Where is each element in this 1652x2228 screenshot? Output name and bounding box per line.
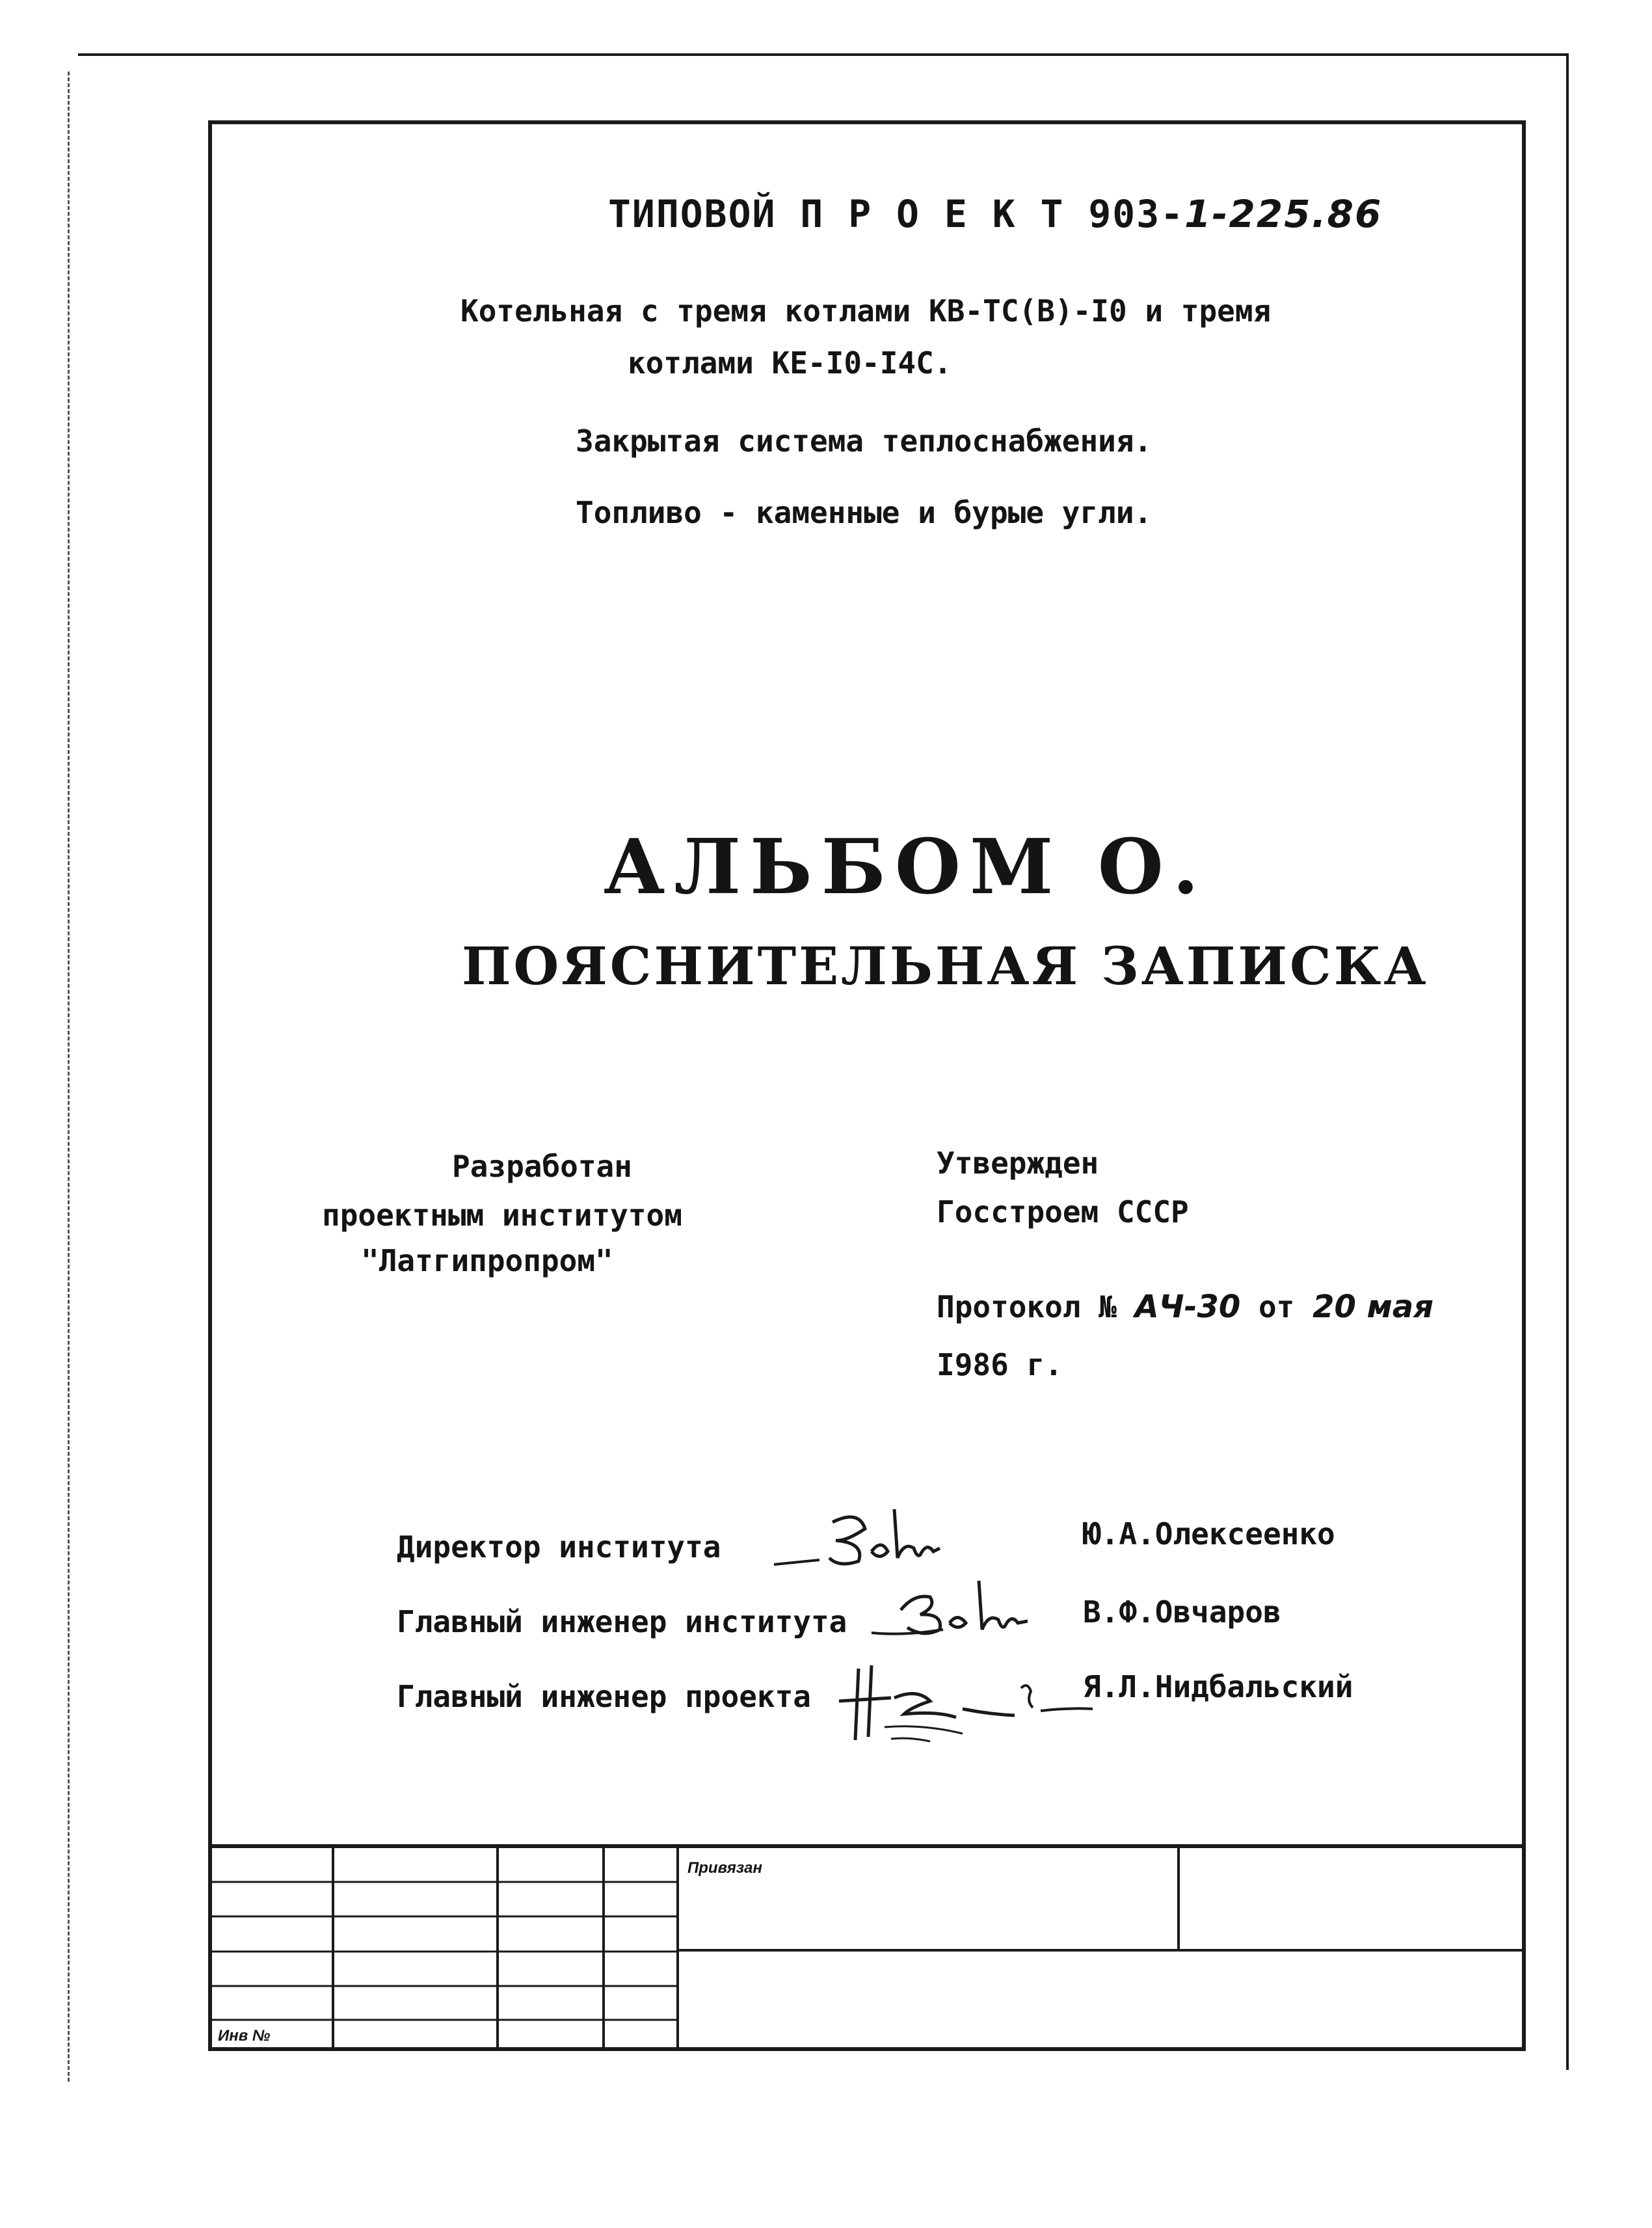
outer-top-border	[78, 53, 1567, 56]
signature-name-chief-engineer-institute: В.Ф.Овчаров	[1083, 1594, 1281, 1630]
protocol-number: АЧ-30	[1134, 1289, 1241, 1325]
developer-line-3: "Латгипропром"	[361, 1243, 613, 1278]
approval-year: I986 г.	[937, 1347, 1063, 1382]
description-line-3: Закрытая система теплоснабжения.	[576, 423, 1152, 459]
handwritten-signature-chief-engineer-institute	[865, 1574, 1060, 1646]
album-subtitle: ПОЯСНИТЕЛЬНАЯ ЗАПИСКА	[462, 935, 1429, 997]
description-line-4: Топливо - каменные и бурые угли.	[576, 495, 1152, 530]
developer-line-1: Разработан	[452, 1149, 632, 1184]
outer-right-border	[1566, 53, 1569, 2070]
protocol-line	[937, 1289, 1434, 1325]
approval-line-1: Утвержден	[937, 1146, 1099, 1181]
signature-name-director: Ю.А.Олексеенко	[1083, 1516, 1335, 1551]
series-number: 903-	[1088, 192, 1185, 236]
signature-name-chief-engineer-project: Я.Л.Нидбальский	[1083, 1669, 1353, 1704]
protocol-mid: от	[1240, 1289, 1313, 1324]
signature-role-chief-engineer-project: Главный инженер проекта	[397, 1679, 811, 1714]
developer-line-2: проектным институтом	[322, 1198, 682, 1233]
bound-label: Привязан	[687, 1859, 762, 1877]
approval-line-2: Госстроем СССР	[937, 1194, 1189, 1229]
project-series-heading	[608, 192, 1383, 236]
handwritten-signature-director	[767, 1503, 963, 1574]
album-title: АЛЬБОМ О.	[604, 823, 1208, 911]
series-handwritten-number: 1-225.86	[1184, 192, 1383, 236]
description-line-1: Котельная с тремя котлами КВ-ТС(В)-I0 и тремя	[460, 293, 1272, 329]
signature-role-director: Директор института	[397, 1529, 721, 1564]
handwritten-signature-chief-engineer-project	[833, 1662, 1106, 1747]
title-block	[208, 1844, 1526, 2051]
protocol-prefix: Протокол №	[937, 1289, 1135, 1324]
binding-edge	[68, 72, 70, 2082]
protocol-date: 20 мая	[1312, 1289, 1434, 1325]
description-line-2: котлами КЕ-I0-I4С.	[628, 345, 952, 381]
drawing-frame	[208, 120, 1526, 2051]
signature-role-chief-engineer-institute: Главный инженер института	[397, 1604, 847, 1639]
series-prefix: ТИПОВОЙ П Р О Е К Т	[608, 192, 1089, 236]
inventory-number-label: Инв №	[218, 2027, 271, 2045]
